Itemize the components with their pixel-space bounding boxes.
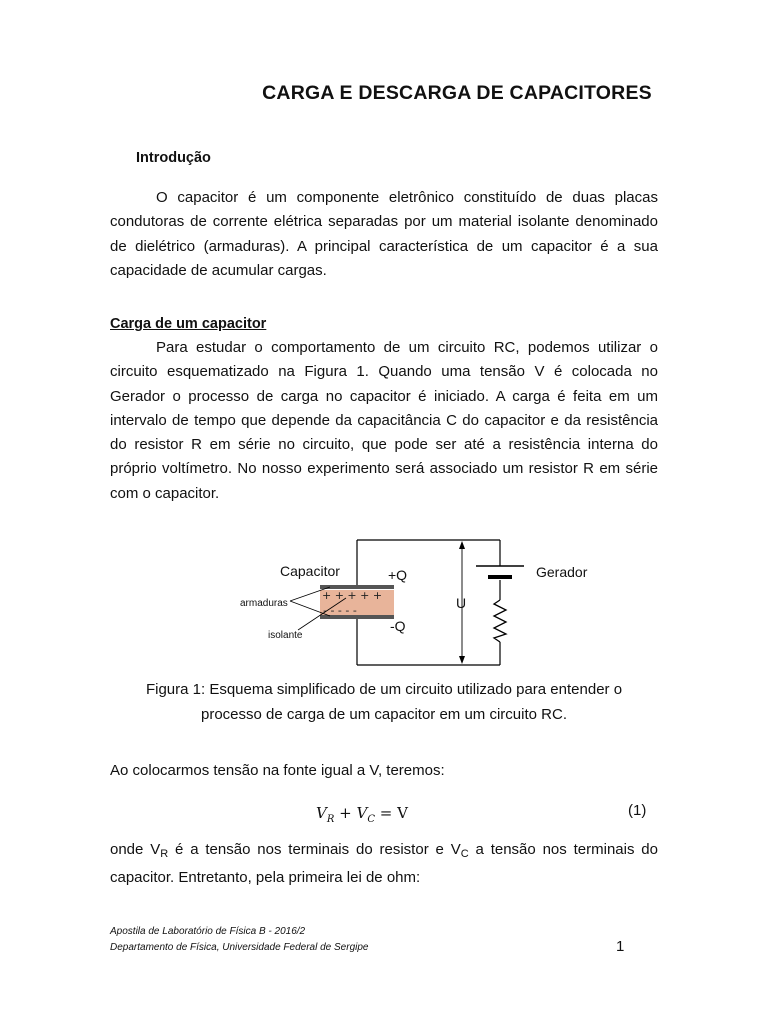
equation-number: (1) (628, 802, 647, 819)
voltage-arrow-bottom (459, 656, 465, 664)
after-eq-t2: é a tensão nos terminais do resistor e V (168, 841, 461, 858)
after-eq-s1: R (160, 848, 169, 860)
after-eq-t1: onde V (110, 841, 161, 858)
minus-signs: - - - - - (323, 604, 357, 617)
after-eq-t3: a tensão nos terminais do capacitor. Entretanto, pela primeira lei de ohm: (110, 841, 658, 887)
label-isolante: isolante (268, 630, 303, 641)
after-eq-s2: C (460, 848, 469, 860)
eq-plus: + (334, 804, 357, 822)
label-gerador: Gerador (536, 564, 588, 580)
section-paragraph-text: Para estudar o comportamento de um circuito RC, podemos utilizar o circuito esquematizado na Figura 1. Quando uma tensão V é colocada no Gerador o processo de carga no capacitor é iniciado. A carga é feita em um intervalo de tempo que depende da capacitância C do capacitor e da resistência do resistor R em série no circuito, que pode ser até a resistência interna do próprio voltímetro. No nosso experimento será associado um resistor R em série com o capacitor. (110, 339, 658, 502)
before-equation-text: Ao colocarmos tensão na fonte igual a V, teremos: (110, 762, 445, 779)
eq-rhs: = V (374, 804, 408, 822)
caption-line-2: processo de carga de um capacitor em um circuito RC. (201, 706, 567, 723)
rc-circuit-figure (228, 528, 608, 670)
section-paragraph (110, 336, 658, 506)
label-minus-q: -Q (390, 618, 406, 634)
label-plus-q: +Q (388, 567, 408, 583)
label-capacitor: Capacitor (280, 563, 340, 579)
page-number: 1 (616, 938, 625, 955)
eq-sub-2: C (367, 814, 375, 825)
plus-signs: + + + + + (322, 589, 383, 602)
section-heading: Carga de um capacitor (110, 316, 267, 332)
figure-caption (110, 677, 658, 727)
intro-heading: Introdução (136, 150, 211, 166)
label-armaduras: armaduras (240, 598, 288, 609)
eq-sub-1: R (326, 814, 335, 825)
footer-line-1: Apostila de Laboratório de Física B - 2016/2 (110, 926, 306, 937)
resistor-zigzag (494, 600, 506, 642)
eq-var-1: V (316, 804, 327, 822)
after-equation-paragraph (110, 838, 658, 891)
caption-line-1: Figura 1: Esquema simplificado de um circuito utilizado para entender o (145, 681, 623, 698)
intro-paragraph-text: O capacitor é um componente eletrônico constituído de duas placas condutoras de corrente elétrica separadas por um material isolante denominado de dielétrico (armaduras). A principal característica de um capacitor é a sua capacidade de acumular cargas. (110, 189, 658, 279)
intro-paragraph (110, 186, 658, 283)
label-voltage-u: U (456, 595, 467, 611)
voltage-arrow-top (459, 541, 465, 549)
equation-1 (316, 804, 408, 825)
footer-line-2: Departamento de Física, Universidade Federal de Sergipe (110, 942, 369, 953)
page-title: CARGA E DESCARGA DE CAPACITORES (262, 82, 652, 104)
eq-var-2: V (356, 804, 368, 822)
